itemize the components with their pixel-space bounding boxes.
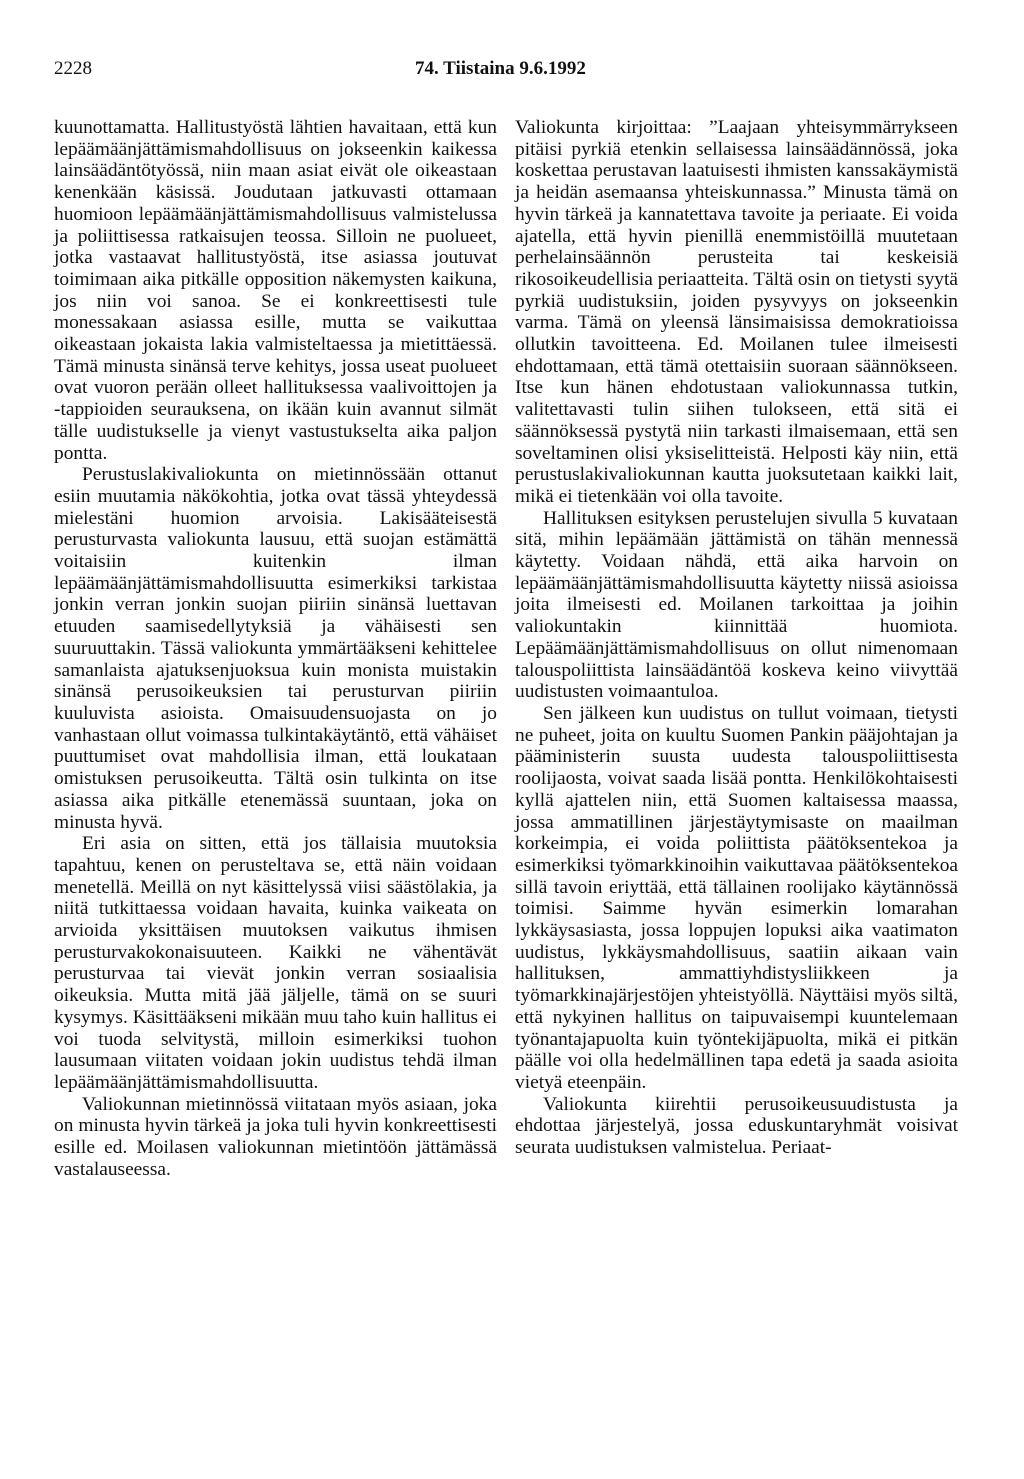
- paragraph: Hallituksen esityksen perustelujen sivulla 5 kuvataan sitä, mihin lepäämään jättämistä on tähän mennessä käytetty. Voidaan nähdä, että aika harvoin on lepäämäänjättämismahdollisuutta käytetty niissä asioissa joita ilmeisesti ed. Moilanen tarkoittaa ja joihin valiokuntakin kiinnittää huomiota. Lepäämäänjättämismahdollisuus on ollut nimenomaan talouspoliittista lainsäädäntöä koskeva keino viivyttää uudistusten voimaantuloa.: [515, 507, 958, 703]
- paragraph: Valiokunnan mietinnössä viitataan myös asiaan, joka on minusta hyvin tärkeä ja joka tuli hyvin konkreettisesti esille ed. Moilasen valiokunnan mietintöön jättämässä vastalauseessa.: [54, 1093, 497, 1180]
- page-number: 2228: [54, 58, 92, 79]
- paragraph: Valiokunta kiirehtii perusoikeusuudistusta ja ehdottaa järjestelyä, jossa eduskuntaryhmät voisivat seurata uudistuksen valmistelua. Periaat-: [515, 1093, 958, 1159]
- paragraph: Sen jälkeen kun uudistus on tullut voimaan, tietysti ne puheet, joita on kuultu Suomen Pankin pääjohtajan ja pääministerin suusta uudesta talouspoliittisesta roolijaosta, voivat saada lisää pontta. Henkilökohtaisesti kyllä ajattelen niin, että Suomen kaltaisessa maassa, jossa ammatillinen järjestäytymisaste on maailman korkeimpia, ei voida poliittista päätöksentekoa ja esimerkiksi työmarkkinoihin vaikuttavaa päätöksentekoa sillä tavoin eriyttää, että tällainen roolijako käytännössä toimisi. Saimme hyvän esimerkin lomarahan lykkäysasiasta, jossa loppujen lopuksi aika vaatimaton uudistus, lykkäysmahdollisuus, saatiin aikaan vain hallituksen, ammattiyhdistysliikkeen ja työmarkkinajärjestöjen yhteistyöllä. Näyttäisi myös siltä, että nykyinen hallitus on taipuvaisempi kuuntelemaan työnantajapuolta kuin työntekijäpuolta, mikä ei pitkän päälle voi olla hedelmällinen tapa edetä ja saada asioita vietyä eteenpäin.: [515, 702, 958, 1093]
- paragraph: kuunottamatta. Hallitustyöstä lähtien havaitaan, että kun lepäämäänjättämismahdollisuus on jokseenkin kaikessa lainsäädäntötyössä, niin maan asiat eivät ole oikeastaan kenenkään käsissä. Joudutaan jatkuvasti ottamaan huomioon lepäämäänjättämismahdollisuus valmistelussa ja poliittisessa ratkaisujen teossa. Silloin ne puolueet, jotka vastaavat hallitustyöstä, itse asiassa joutuvat toimimaan aika pitkälle opposition näkemysten kaikuna, jos niin voi sanoa. Se ei konkreettisesti tule monessakaan asiassa esille, mutta se vaikuttaa oikeastaan jokaista lakia valmisteltaessa ja mietittäessä. Tämä minusta sinänsä terve kehitys, jossa useat puolueet ovat vuoron perään olleet hallituksessa vaalivoittojen ja -tappioiden seurauksena, on ikään kuin avannut silmät tälle uudistukselle ja vienyt vastustukselta aika paljon pontta.: [54, 117, 497, 464]
- paragraph: Perustuslakivaliokunta on mietinnössään ottanut esiin muutamia näkökohtia, jotka ovat tässä yhteydessä mielestäni huomion arvoisia. Lakisääteisestä perusturvasta valiokunta lausuu, että suojan estämättä voitaisiin kuitenkin ilman lepäämäänjättämismahdollisuutta esimerkiksi tarkistaa jonkin verran jonkin suojan piiriin sinänsä luettavan etuuden saamisedellytyksiä ja vähäisesti sen suuruuttakin. Tässä valiokunta ymmärtääkseni kehittelee samanlaista ajatuksenjuoksua kuin monista muistakin sinänsä perusoikeuksien tai perusturvan piiriin kuuluvista asioista. Omaisuudensuojasta on jo vanhastaan ollut voimassa tulkintakäytäntö, että vähäiset puuttumiset ovat mahdollisia ilman, että loukataan omistuksen perusoikeutta. Tältä osin tulkinta on itse asiassa aika pitkälle etenemässä suuntaan, joka on minusta hyvä.: [54, 464, 497, 833]
- paragraph: Eri asia on sitten, että jos tällaisia muutoksia tapahtuu, kenen on perusteltava se, että näin voidaan menetellä. Meillä on nyt käsittelyssä viisi säästölakia, ja niitä tutkittaessa voidaan havaita, kuinka vaikeata on arvioida yksittäisen muutoksen vaikutus ihmisen perusturvakokonaisuuteen. Kaikki ne vähentävät perusturvaa tai vievät jonkin verran sosiaalisia oikeuksia. Mutta mitä jää jäljelle, tämä on se suuri kysymys. Käsittääkseni mikään muu taho kuin hallitus ei voi tuoda selvitystä, milloin esimerkiksi tuohon lausumaan viitaten voidaan jokin uudistus tehdä ilman lepäämäänjättämismahdollisuutta.: [54, 833, 497, 1093]
- left-column: [54, 117, 497, 1180]
- session-date: 74. Tiistaina 9.6.1992: [415, 58, 586, 79]
- page-header: [54, 58, 970, 88]
- right-column: [515, 117, 958, 1159]
- paragraph: Valiokunta kirjoittaa: ”Laajaan yhteisymmärrykseen pitäisi pyrkiä etenkin sellaisessa lainsäädännössä, joka koskettaa perustavan laatuisesti ihmisten kanssakäymistä ja heidän asemaansa yhteiskunnassa.” Minusta tämä on hyvin tärkeä ja kannatettava tavoite ja periaate. Ei voida ajatella, että hyvin pienillä enemmistöillä muutetaan perhelainsäännön perusteita tai keskeisiä rikosoikeudellisia periaatteita. Tältä osin on tietysti syytä pyrkiä uudistuksiin, joiden pysyvyys on jokseenkin varma. Tämä on yleensä länsimaisissa demokratioissa ollutkin tavoitteena. Ed. Moilanen tulee ilmeisesti ehdottamaan, että tämä otettaisiin suoraan säännökseen. Itse kun hänen ehdotustaan valiokunnassa tutkin, valitettavasti tulin siihen tulokseen, että sitä ei säännöksessä pystytä niin tarkasti ilmaisemaan, että sen soveltaminen olisi yksiselitteistä. Helposti käy niin, että perustuslakivaliokunnan kautta juoksutetaan kaikki lait, mikä ei tietenkään voi olla tavoite.: [515, 117, 958, 507]
